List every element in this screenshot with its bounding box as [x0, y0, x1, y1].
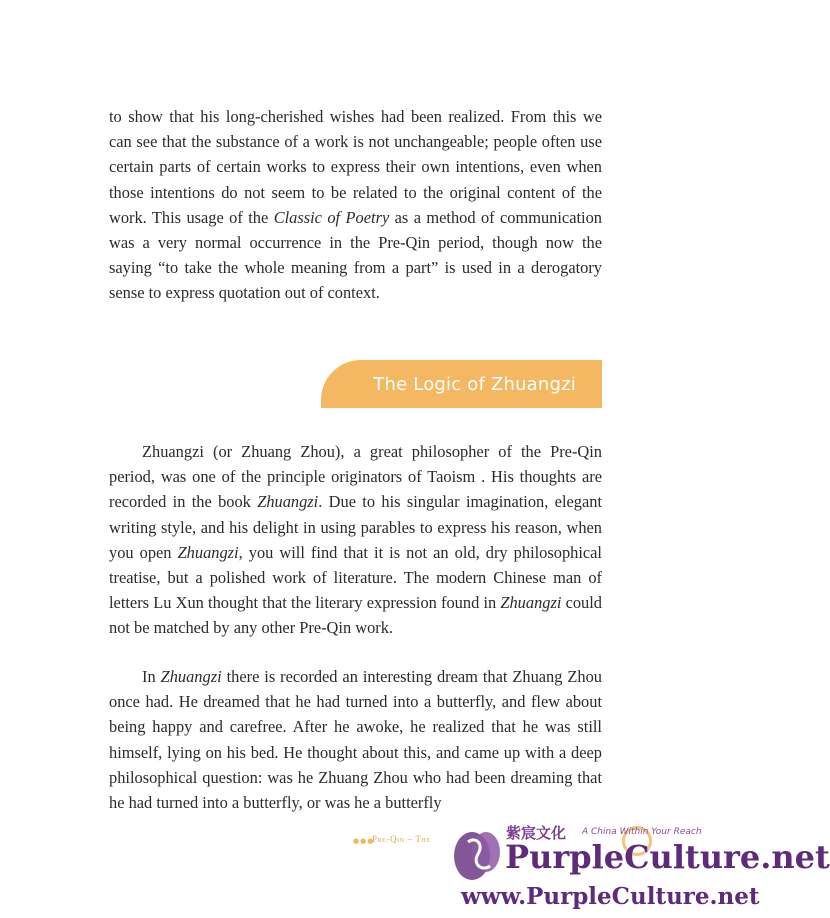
text-run: . Due to his singular imagination, elegant writing style, and his delight in using parables to express his reason, when you open — [109, 492, 603, 562]
purple-culture-logo-icon — [450, 826, 506, 884]
text-run: In — [142, 667, 161, 686]
watermark-url: www.PurpleCulture.net — [461, 883, 760, 910]
footer-dots-ornament: ●●● — [353, 837, 375, 845]
paragraph-zhuangzi-intro — [109, 439, 602, 641]
text-run: , you will find that it is not an old, dry philosophical treatise, but a polished work of literature. The modern Chinese man of letters Lu Xun thought that the literary expression found in — [109, 542, 602, 613]
text-run: there is recorded an interesting dream that Zhuang Zhou once had. He dreamed that he had turned into a butterfly, and flew about being happy and carefree. After he awoke, he realized that he was still himself, lying on his bed. He thought about this, and came up with a deep philosophical question: was he Zhuang Zhou who had been dreaming that he had turned into a butterfly, or was he a butterfly — [109, 667, 602, 813]
text-run: as a method of communication was a very normal occurrence in the Pre-Qin period, though now the saying “to take the whole meaning from a part” is used in a derogatory sense to express quotation out of context. — [109, 207, 602, 303]
text-run: Zhuangzi (or Zhuang Zhou), a great philosopher of the Pre-Qin period, was one of the principle originators of Taoism . His thoughts are recorded in the book — [109, 442, 602, 512]
book-title-zhuangzi: Zhuangzi — [257, 492, 319, 512]
book-title-zhuangzi: Zhuangzi — [500, 593, 562, 613]
paragraph-classic-of-poetry — [109, 104, 602, 306]
text-run: to show that his long-cherished wishes had been realized. From this we can see that the substance of a work is not unchangeable; people often use certain parts of certain works to express their own intentions, even when those intentions do not seem to be related to the original content of the work. This usage of the — [109, 107, 602, 227]
section-heading: The Logic of Zhuangzi — [373, 373, 576, 395]
book-title-classic-of-poetry: Classic of Poetry — [273, 207, 390, 227]
text-run: could not be matched by any other Pre-Qin work. — [109, 593, 602, 638]
book-title-zhuangzi: Zhuangzi — [160, 667, 222, 686]
section-heading-banner — [321, 360, 602, 408]
paragraph-butterfly-dream — [109, 664, 602, 815]
watermark-brand: PurpleCulture.net — [505, 838, 830, 876]
page-footer — [0, 820, 830, 918]
book-title-zhuangzi: Zhuangzi — [177, 542, 239, 562]
watermark-chinese-name: 紫宸文化 — [506, 824, 567, 842]
watermark-tagline: A China Within Your Reach — [582, 827, 702, 837]
running-head: Pre-Qin – The — [372, 834, 431, 844]
